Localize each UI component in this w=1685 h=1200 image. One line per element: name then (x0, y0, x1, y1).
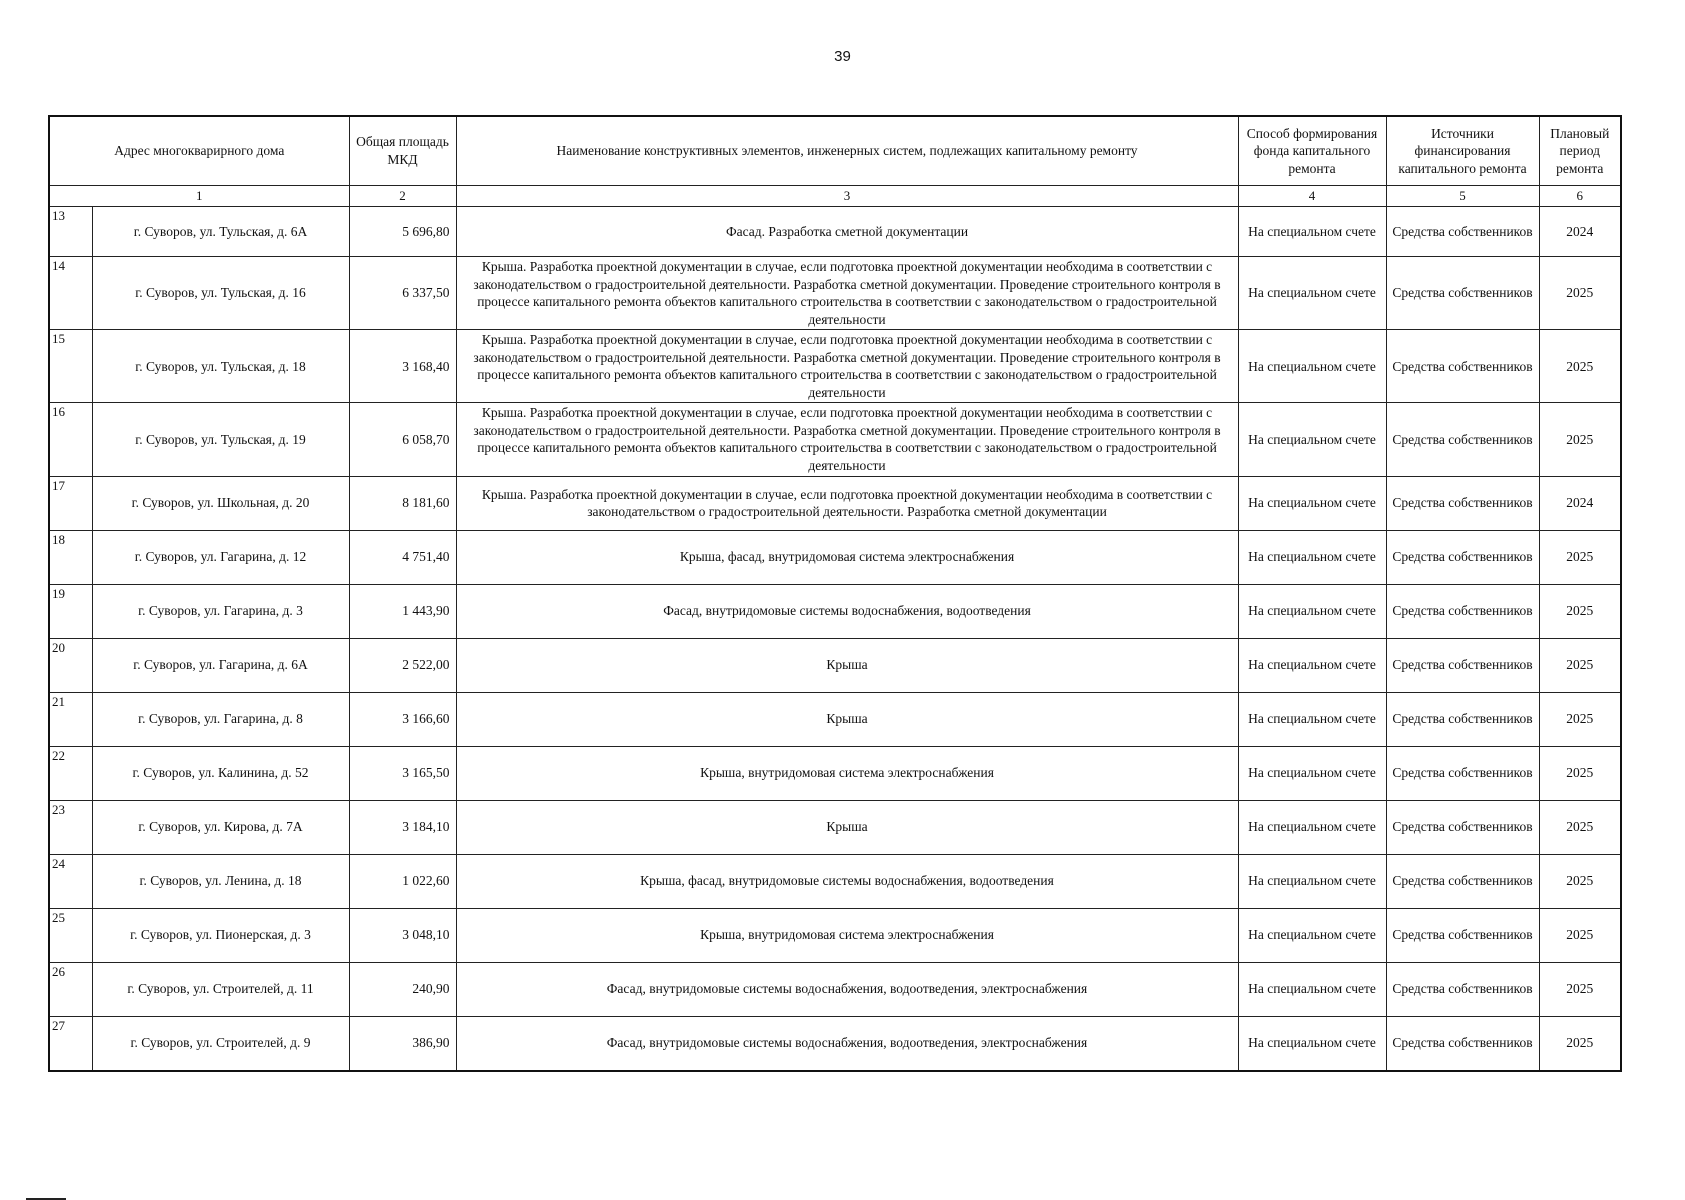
row-elements: Крыша. Разработка проектной документации в случае, если подготовка проектной документации необходима в соответствии с законодательством о градостроительной деятельности. Разработка сметной документации. Проведение строительного контроля в процессе капитального ремонта объектов капитального строительства в соответствии с законодательством о градостроительной деятельности (456, 330, 1238, 403)
row-area: 1 022,60 (349, 854, 456, 908)
row-period: 2025 (1539, 746, 1621, 800)
table-row (49, 330, 1621, 403)
row-area: 2 522,00 (349, 638, 456, 692)
row-area: 3 048,10 (349, 908, 456, 962)
header-address: Адрес многокварирного дома (49, 116, 349, 186)
row-elements: Крыша (456, 800, 1238, 854)
row-address: г. Суворов, ул. Гагарина, д. 8 (92, 692, 349, 746)
row-source: Средства собственников (1386, 962, 1539, 1016)
row-address: г. Суворов, ул. Строителей, д. 9 (92, 1016, 349, 1071)
row-source: Средства собственников (1386, 854, 1539, 908)
row-source: Средства собственников (1386, 476, 1539, 530)
row-area: 386,90 (349, 1016, 456, 1071)
column-number: 5 (1386, 186, 1539, 207)
row-elements: Крыша, фасад, внутридомовая система электроснабжения (456, 530, 1238, 584)
column-number: 2 (349, 186, 456, 207)
column-number: 3 (456, 186, 1238, 207)
row-method: На специальном счете (1238, 854, 1386, 908)
row-elements: Крыша. Разработка проектной документации в случае, если подготовка проектной документации необходима в соответствии с законодательством о градостроительной деятельности. Разработка сметной документации (456, 476, 1238, 530)
row-area: 8 181,60 (349, 476, 456, 530)
row-area: 6 337,50 (349, 257, 456, 330)
row-method: На специальном счете (1238, 692, 1386, 746)
capital-repair-table-container (48, 115, 1620, 1072)
row-method: На специальном счете (1238, 962, 1386, 1016)
row-area: 5 696,80 (349, 207, 456, 257)
row-source: Средства собственников (1386, 257, 1539, 330)
row-number: 27 (49, 1016, 92, 1071)
table-row (49, 257, 1621, 330)
row-method: На специальном счете (1238, 207, 1386, 257)
row-period: 2025 (1539, 257, 1621, 330)
row-number: 20 (49, 638, 92, 692)
row-number: 26 (49, 962, 92, 1016)
row-method: На специальном счете (1238, 584, 1386, 638)
row-source: Средства собственников (1386, 584, 1539, 638)
row-period: 2025 (1539, 638, 1621, 692)
row-number: 17 (49, 476, 92, 530)
row-period: 2025 (1539, 1016, 1621, 1071)
table-row (49, 1016, 1621, 1071)
row-elements: Крыша. Разработка проектной документации в случае, если подготовка проектной документации необходима в соответствии с законодательством о градостроительной деятельности. Разработка сметной документации. Проведение строительного контроля в процессе капитального ремонта объектов капитального строительства в соответствии с законодательством о градостроительной деятельности (456, 403, 1238, 476)
row-number: 14 (49, 257, 92, 330)
table-row (49, 584, 1621, 638)
row-method: На специальном счете (1238, 330, 1386, 403)
row-method: На специальном счете (1238, 800, 1386, 854)
row-method: На специальном счете (1238, 257, 1386, 330)
row-method: На специальном счете (1238, 530, 1386, 584)
table-row (49, 403, 1621, 476)
header-elements: Наименование конструктивных элементов, инженерных систем, подлежащих капитальному ремонту (456, 116, 1238, 186)
row-period: 2025 (1539, 908, 1621, 962)
table-row (49, 746, 1621, 800)
row-area: 4 751,40 (349, 530, 456, 584)
row-period: 2025 (1539, 530, 1621, 584)
row-address: г. Суворов, ул. Тульская, д. 18 (92, 330, 349, 403)
row-address: г. Суворов, ул. Гагарина, д. 3 (92, 584, 349, 638)
header-sources: Источники финансирования капитального ремонта (1386, 116, 1539, 186)
row-address: г. Суворов, ул. Калинина, д. 52 (92, 746, 349, 800)
row-method: На специальном счете (1238, 476, 1386, 530)
row-address: г. Суворов, ул. Строителей, д. 11 (92, 962, 349, 1016)
row-area: 3 168,40 (349, 330, 456, 403)
column-number: 4 (1238, 186, 1386, 207)
row-source: Средства собственников (1386, 403, 1539, 476)
row-period: 2024 (1539, 476, 1621, 530)
row-address: г. Суворов, ул. Тульская, д. 6А (92, 207, 349, 257)
row-method: На специальном счете (1238, 638, 1386, 692)
row-address: г. Суворов, ул. Кирова, д. 7А (92, 800, 349, 854)
row-address: г. Суворов, ул. Тульская, д. 16 (92, 257, 349, 330)
header-period: Плановый период ремонта (1539, 116, 1621, 186)
row-period: 2025 (1539, 800, 1621, 854)
row-period: 2025 (1539, 854, 1621, 908)
row-number: 15 (49, 330, 92, 403)
row-source: Средства собственников (1386, 692, 1539, 746)
row-elements: Крыша, фасад, внутридомовые системы водоснабжения, водоотведения (456, 854, 1238, 908)
row-elements: Крыша, внутридомовая система электроснабжения (456, 908, 1238, 962)
row-number: 22 (49, 746, 92, 800)
table-row (49, 800, 1621, 854)
table-row (49, 908, 1621, 962)
capital-repair-table (48, 115, 1622, 1072)
row-number: 18 (49, 530, 92, 584)
header-method: Способ формирования фонда капитального ремонта (1238, 116, 1386, 186)
row-period: 2024 (1539, 207, 1621, 257)
header-area: Общая площадь МКД (349, 116, 456, 186)
row-number: 25 (49, 908, 92, 962)
row-address: г. Суворов, ул. Тульская, д. 19 (92, 403, 349, 476)
page-number: 39 (834, 48, 851, 65)
row-number: 13 (49, 207, 92, 257)
row-elements: Фасад, внутридомовые системы водоснабжения, водоотведения, электроснабжения (456, 962, 1238, 1016)
row-period: 2025 (1539, 692, 1621, 746)
table-row (49, 692, 1621, 746)
row-source: Средства собственников (1386, 1016, 1539, 1071)
row-period: 2025 (1539, 330, 1621, 403)
row-elements: Фасад, внутридомовые системы водоснабжения, водоотведения (456, 584, 1238, 638)
table-row (49, 476, 1621, 530)
row-elements: Крыша, внутридомовая система электроснабжения (456, 746, 1238, 800)
row-method: На специальном счете (1238, 1016, 1386, 1071)
row-area: 3 165,50 (349, 746, 456, 800)
table-row (49, 638, 1621, 692)
row-address: г. Суворов, ул. Гагарина, д. 6А (92, 638, 349, 692)
row-address: г. Суворов, ул. Пионерская, д. 3 (92, 908, 349, 962)
row-number: 16 (49, 403, 92, 476)
row-method: На специальном счете (1238, 403, 1386, 476)
row-number: 23 (49, 800, 92, 854)
row-area: 6 058,70 (349, 403, 456, 476)
row-source: Средства собственников (1386, 638, 1539, 692)
row-address: г. Суворов, ул. Школьная, д. 20 (92, 476, 349, 530)
row-area: 3 166,60 (349, 692, 456, 746)
row-elements: Крыша (456, 638, 1238, 692)
row-elements: Фасад. Разработка сметной документации (456, 207, 1238, 257)
row-period: 2025 (1539, 403, 1621, 476)
column-number: 6 (1539, 186, 1621, 207)
row-area: 240,90 (349, 962, 456, 1016)
row-period: 2025 (1539, 584, 1621, 638)
row-method: На специальном счете (1238, 746, 1386, 800)
row-elements: Крыша (456, 692, 1238, 746)
row-method: На специальном счете (1238, 908, 1386, 962)
row-source: Средства собственников (1386, 908, 1539, 962)
table-row (49, 962, 1621, 1016)
row-area: 3 184,10 (349, 800, 456, 854)
row-elements: Крыша. Разработка проектной документации в случае, если подготовка проектной документации необходима в соответствии с законодательством о градостроительной деятельности. Разработка сметной документации. Проведение строительного контроля в процессе капитального ремонта объектов капитального строительства в соответствии с законодательством о градостроительной деятельности (456, 257, 1238, 330)
row-elements: Фасад, внутридомовые системы водоснабжения, водоотведения, электроснабжения (456, 1016, 1238, 1071)
row-source: Средства собственников (1386, 330, 1539, 403)
row-number: 19 (49, 584, 92, 638)
row-source: Средства собственников (1386, 800, 1539, 854)
column-number: 1 (49, 186, 349, 207)
row-source: Средства собственников (1386, 207, 1539, 257)
row-address: г. Суворов, ул. Ленина, д. 18 (92, 854, 349, 908)
row-area: 1 443,90 (349, 584, 456, 638)
row-number: 21 (49, 692, 92, 746)
table-row (49, 854, 1621, 908)
row-address: г. Суворов, ул. Гагарина, д. 12 (92, 530, 349, 584)
row-period: 2025 (1539, 962, 1621, 1016)
row-source: Средства собственников (1386, 746, 1539, 800)
row-source: Средства собственников (1386, 530, 1539, 584)
table-row (49, 207, 1621, 257)
row-number: 24 (49, 854, 92, 908)
table-row (49, 530, 1621, 584)
